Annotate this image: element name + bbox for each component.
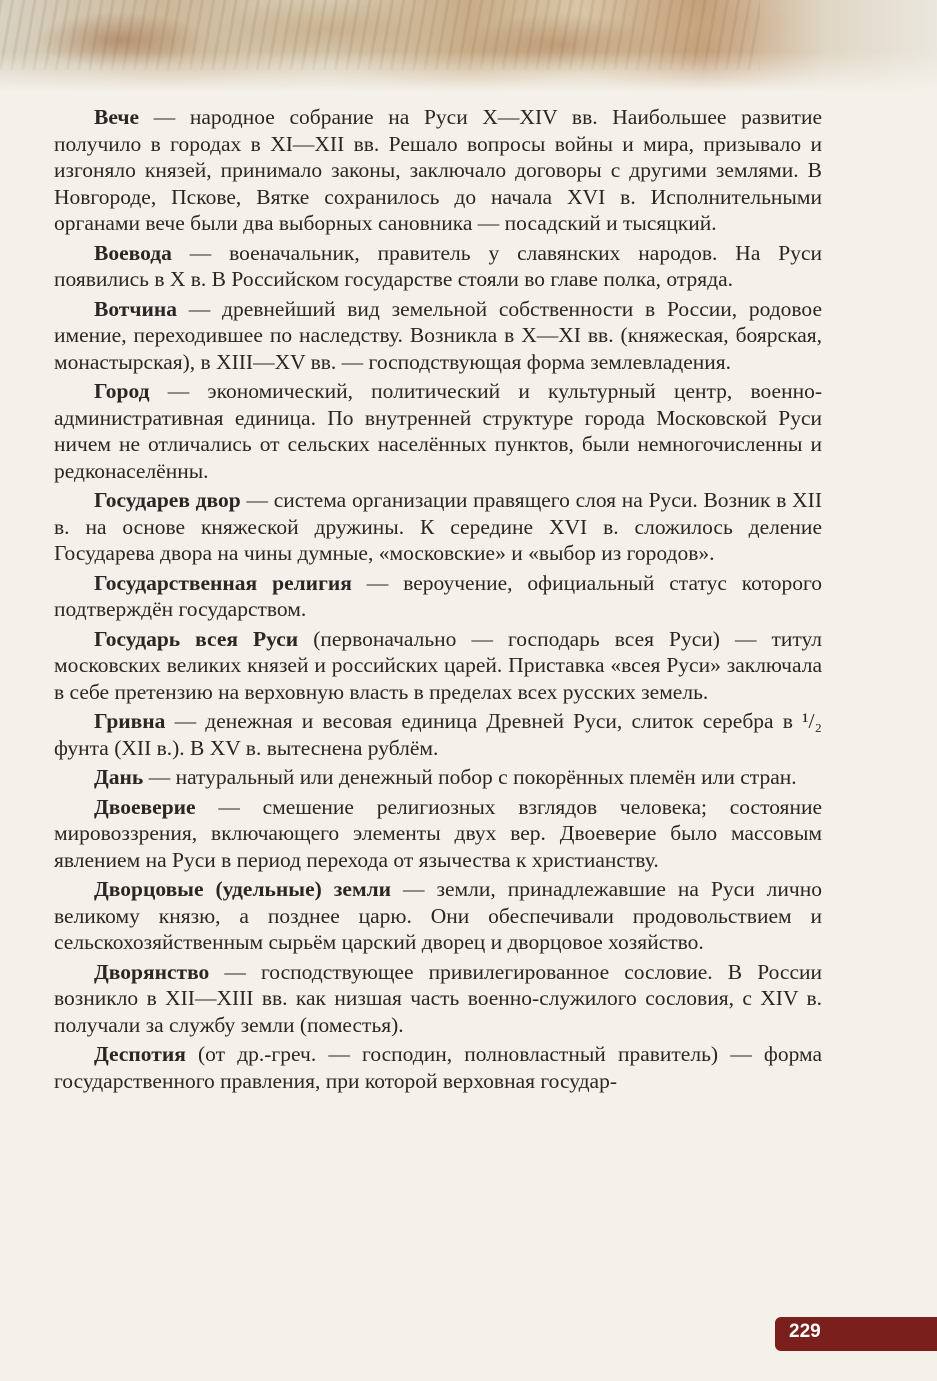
- glossary-entry: [54, 764, 822, 791]
- glossary-entry: [54, 876, 822, 956]
- entry-definition: — военачальник, правитель у славянских народов. На Руси появились в X в. В Российском государстве стояли во главе полка, отряда.: [54, 240, 822, 291]
- entry-term: Город: [94, 379, 150, 403]
- entry-term: Дань: [94, 765, 144, 789]
- entry-term: Вече: [94, 105, 140, 129]
- page-number-badge: [775, 1317, 937, 1351]
- header-banner: [0, 0, 937, 92]
- glossary-entry: [54, 570, 822, 623]
- glossary-entry: [54, 240, 822, 293]
- glossary-entry: [54, 626, 822, 706]
- glossary-entry: [54, 104, 822, 237]
- page-number: 229: [789, 1321, 821, 1342]
- entry-definition: — натуральный или денежный побор с покорённых племён или стран.: [143, 765, 797, 789]
- glossary-entry: [54, 378, 822, 484]
- glossary-entry: [54, 487, 822, 567]
- entry-term: Дворянство: [94, 959, 210, 984]
- glossary-content: [54, 104, 822, 1097]
- entry-definition: — господствующее привилегированное сословие. В России возникло в XII—XIII вв. как низшая часть военно-служилого сословия, с XIV в. получали за службу земли (поместья).: [54, 959, 822, 1037]
- entry-term: Государь всея Руси: [94, 626, 299, 651]
- entry-term: Двоеверие: [94, 794, 196, 819]
- glossary-entry: [54, 296, 822, 376]
- banner-texture: [0, 0, 760, 70]
- glossary-entry: [54, 959, 822, 1039]
- entry-term: Деспотия: [94, 1042, 186, 1066]
- entry-definition: — система организации правящего слоя на Руси. Возник в XII в. на основе княжеской дружины. К середине XVI в. сложилось деление Государева двора на чины думные, «московские» и «выбор из городов».: [54, 488, 822, 565]
- glossary-entry: [54, 708, 822, 761]
- glossary-entry: [54, 1041, 822, 1094]
- entry-term: Вотчина: [94, 296, 178, 321]
- entry-definition: (от др.-греч. — господин, полновластный правитель) — форма государственного правления, при которой верховная государ-: [54, 1042, 822, 1093]
- entry-definition: — вероучение, официальный статус которого подтверждён государством.: [54, 570, 822, 621]
- entry-definition: — древнейший вид земельной собственности в России, родовое имение, переходившее по наследству. Возникла в X—XI вв. (княжеская, боярская, монастырская), в XIII—XV вв. — господствующая форма землевладения.: [54, 296, 822, 374]
- entry-term: Государев двор: [94, 488, 241, 512]
- entry-term: Дворцовые (удельные) земли: [94, 877, 392, 901]
- glossary-entry: [54, 794, 822, 874]
- entry-term: Воевода: [94, 240, 172, 265]
- entry-definition: — земли, принадлежавшие на Руси лично великому князю, а позднее царю. Они обеспечивали продовольствием и сельскохозяйственным сырьём царский дворец и дворцовое хозяйство.: [54, 877, 822, 954]
- entry-definition: — смешение религиозных взглядов человека; состояние мировоззрения, включающего элементы двух вер. Двоеверие было массовым явлением на Руси в период перехода от язычества к христианству.: [54, 794, 822, 872]
- entry-definition: — народное собрание на Руси X—XIV вв. Наибольшее развитие получило в городах в XI—XII вв. Решало вопросы войны и мира, призывало и изгоняло князей, принимало законы, заключало договоры с другими землями. В Новгороде, Пскове, Вятке сохранилось до начала XVI в. Исполнительными органами вече были два выборных сановника — посадский и тысяцкий.: [54, 105, 822, 235]
- entry-term: Гривна: [94, 709, 166, 733]
- entry-definition: — экономический, политический и культурный центр, военно-административная единица. По внутренней структуре города Московской Руси ничем не отличались от сельских населённых пунктов, были немногочисленны и редконаселённы.: [54, 379, 822, 483]
- entry-definition: (первоначально — господарь всея Руси) — титул московских великих князей и российских царей. Приставка «всея Руси» заключала в себе претензию на верховную власть в пределах всех русских земель.: [54, 626, 823, 704]
- entry-term: Государственная религия: [94, 570, 352, 595]
- entry-definition: — денежная и весовая единица Древней Руси, слиток серебра в ¹/₂ фунта (XII в.). В XV в. вытеснена рублём.: [54, 709, 822, 760]
